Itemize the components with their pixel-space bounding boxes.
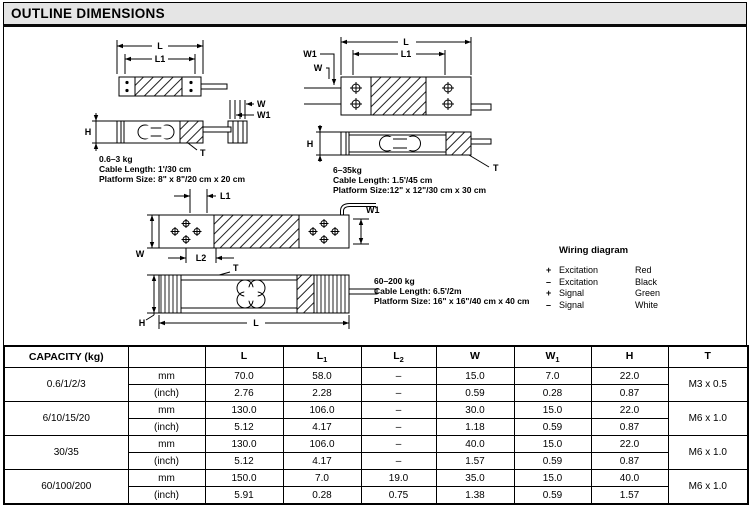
drawing-loadcell-medium xyxy=(304,37,491,167)
wiring-name: Excitation xyxy=(559,276,599,287)
value-cell: 130.0 xyxy=(205,402,283,419)
drawing-loadcell-large xyxy=(146,189,377,329)
platform-size: Platform Size: 16" x 16"/40 cm x 40 cm xyxy=(374,296,530,306)
value-cell: 2.76 xyxy=(205,385,283,402)
wiring-color: Red xyxy=(635,265,652,275)
outline-drawings-panel xyxy=(3,27,747,345)
table-row xyxy=(4,402,748,419)
dim-label: L xyxy=(253,318,259,328)
value-cell: 0.87 xyxy=(591,385,668,402)
value-cell: 7.0 xyxy=(283,470,361,487)
wiring-color: White xyxy=(635,299,659,310)
thread-cell: M6 x 1.0 xyxy=(668,470,748,505)
dim-label: T xyxy=(493,163,499,173)
dim-label: W xyxy=(257,99,266,109)
cable-length: Cable Length: 1.5'/45 cm xyxy=(333,175,433,185)
thread-cell: M6 x 1.0 xyxy=(668,436,748,470)
dim-label: H xyxy=(306,139,314,149)
value-cell: 0.59 xyxy=(514,487,591,505)
value-cell: 0.87 xyxy=(591,453,668,470)
capacity-cell: 30/35 xyxy=(4,436,128,470)
wiring-sign: + xyxy=(546,288,552,298)
value-cell: 22.0 xyxy=(591,368,668,385)
value-cell: 5.12 xyxy=(205,453,283,470)
unit-cell: (inch) xyxy=(128,453,205,470)
wiring-name: Signal xyxy=(559,299,585,310)
value-cell: 40.0 xyxy=(591,470,668,487)
wiring-row xyxy=(546,265,660,277)
dim-label: W xyxy=(313,63,323,73)
value-cell: 2.28 xyxy=(283,385,361,402)
wiring-row xyxy=(546,288,660,300)
thread-cell: M3 x 0.5 xyxy=(668,368,748,402)
col-header-L1: $L_1$ xyxy=(283,346,361,368)
unit-cell: (inch) xyxy=(128,385,205,402)
value-cell: – xyxy=(361,436,436,453)
value-cell: 1.38 xyxy=(436,487,514,505)
value-cell: – xyxy=(361,419,436,436)
value-cell: 22.0 xyxy=(591,436,668,453)
dim-label: W1 xyxy=(366,205,380,215)
dim-label: L1 xyxy=(154,54,166,64)
value-cell: 0.59 xyxy=(514,419,591,436)
thread-cell: M6 x 1.0 xyxy=(668,402,748,436)
caption-medium-cell xyxy=(333,165,486,195)
value-cell: 15.0 xyxy=(514,436,591,453)
wiring-sign: – xyxy=(546,276,552,287)
value-cell: 40.0 xyxy=(436,436,514,453)
dim-label: W1 xyxy=(257,110,271,120)
value-cell: 150.0 xyxy=(205,470,283,487)
value-cell: 0.75 xyxy=(361,487,436,505)
value-cell: 130.0 xyxy=(205,436,283,453)
dim-label: H xyxy=(138,318,146,328)
page-title: OUTLINE DIMENSIONS xyxy=(11,6,165,21)
wiring-name: Signal xyxy=(559,288,585,298)
platform-size: Platform Size: 8" x 8"/20 cm x 20 cm xyxy=(99,174,246,184)
dim-label: L xyxy=(157,41,163,51)
wiring-row xyxy=(546,300,660,312)
wiring-title: Wiring diagram xyxy=(559,245,629,256)
value-cell: 70.0 xyxy=(205,368,283,385)
wiring-color: Black xyxy=(635,276,658,287)
value-cell: 0.59 xyxy=(514,453,591,470)
value-cell: 106.0 xyxy=(283,402,361,419)
value-cell: 0.87 xyxy=(591,419,668,436)
value-cell: 5.12 xyxy=(205,419,283,436)
unit-cell: mm xyxy=(128,368,205,385)
unit-cell: (inch) xyxy=(128,419,205,436)
capacity-range: 0.6–3 kg xyxy=(99,154,133,164)
caption-small-cell xyxy=(99,154,245,184)
col-header-W1: $W_1$ xyxy=(514,346,591,368)
dim-label: L1 xyxy=(400,49,412,59)
capacity-range: 60–200 kg xyxy=(374,276,415,286)
table-header-row xyxy=(4,346,748,368)
value-cell: 1.18 xyxy=(436,419,514,436)
cable-length: Cable Length: 6.5'/2m xyxy=(374,286,462,296)
unit-cell: mm xyxy=(128,470,205,487)
dim-label: T xyxy=(233,263,239,273)
dim-label: W1 xyxy=(303,49,317,59)
dim-label: L2 xyxy=(195,253,207,263)
dim-label: L1 xyxy=(220,191,231,201)
value-cell: 5.91 xyxy=(205,487,283,505)
value-cell: – xyxy=(361,385,436,402)
value-cell: 1.57 xyxy=(591,487,668,505)
drawing-loadcell-small xyxy=(92,40,254,151)
unit-header xyxy=(128,346,205,368)
value-cell: 35.0 xyxy=(436,470,514,487)
value-cell: 15.0 xyxy=(514,402,591,419)
caption-large-cell xyxy=(374,276,529,306)
value-cell: 19.0 xyxy=(361,470,436,487)
unit-cell: (inch) xyxy=(128,487,205,505)
dim-label: W xyxy=(135,249,145,259)
value-cell: – xyxy=(361,368,436,385)
table-row xyxy=(4,436,748,453)
col-header-W: W xyxy=(436,346,514,368)
value-cell: 58.0 xyxy=(283,368,361,385)
value-cell: 106.0 xyxy=(283,436,361,453)
wiring-diagram-legend xyxy=(546,245,660,311)
dim-label: H xyxy=(84,127,92,137)
value-cell: 4.17 xyxy=(283,419,361,436)
capacity-cell: 60/100/200 xyxy=(4,470,128,505)
value-cell: 7.0 xyxy=(514,368,591,385)
wiring-name: Excitation xyxy=(559,265,599,275)
wiring-row xyxy=(546,277,660,289)
dim-label: L xyxy=(403,37,409,47)
col-header-T: T xyxy=(668,346,748,368)
value-cell: – xyxy=(361,453,436,470)
value-cell: 4.17 xyxy=(283,453,361,470)
unit-cell: mm xyxy=(128,436,205,453)
col-header-L: L xyxy=(205,346,283,368)
value-cell: – xyxy=(361,402,436,419)
value-cell: 0.28 xyxy=(283,487,361,505)
value-cell: 22.0 xyxy=(591,402,668,419)
unit-cell: mm xyxy=(128,402,205,419)
section-title-bar xyxy=(3,2,747,27)
value-cell: 1.57 xyxy=(436,453,514,470)
capacity-header: CAPACITY (kg) xyxy=(4,346,128,368)
wiring-sign: – xyxy=(546,299,552,310)
capacity-range: 6–35kg xyxy=(333,165,362,175)
value-cell: 15.0 xyxy=(514,470,591,487)
value-cell: 0.59 xyxy=(436,385,514,402)
col-header-H: H xyxy=(591,346,668,368)
value-cell: 30.0 xyxy=(436,402,514,419)
dimensions-table xyxy=(3,345,749,505)
col-header-L2: $L_2$ xyxy=(361,346,436,368)
value-cell: 0.28 xyxy=(514,385,591,402)
platform-size: Platform Size:12" x 12"/30 cm x 30 cm xyxy=(333,185,487,195)
cable-length: Cable Length: 1'/30 cm xyxy=(99,164,192,174)
table-row xyxy=(4,368,748,385)
capacity-cell: 0.6/1/2/3 xyxy=(4,368,128,402)
value-cell: 15.0 xyxy=(436,368,514,385)
wiring-color: Green xyxy=(635,288,661,298)
table-row xyxy=(4,470,748,487)
capacity-cell: 6/10/15/20 xyxy=(4,402,128,436)
dim-label: T xyxy=(200,148,206,158)
wiring-sign: + xyxy=(546,265,552,275)
